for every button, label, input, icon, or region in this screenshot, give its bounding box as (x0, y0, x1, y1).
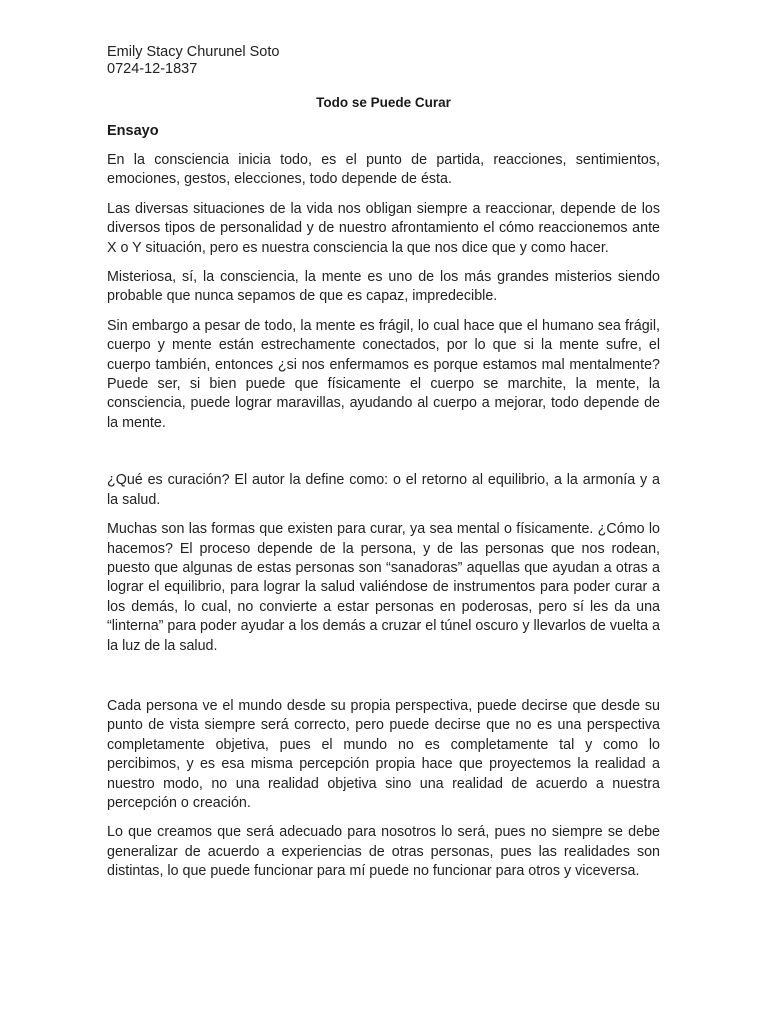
blank-line (107, 656, 660, 687)
document-title: Todo se Puede Curar (316, 95, 451, 110)
paragraph-6: Muchas son las formas que existen para curar, ya sea mental o físicamente. ¿Cómo lo hacemos? El proceso depende de la persona, y de las personas que nos rodean, puesto que algunas de estas personas son “sanadoras” aquellas que ayudan a otras a lograr el equilibrio, para lograr la salud valiéndose de instrumentos para poder curar a los demás, lo cual, no convierte a estar personas en poderosas, pero sí les da una “linterna” para poder ayudar a los demás a cruzar el túnel oscuro y llevarlos de vuelta a la luz de la salud. (107, 521, 660, 654)
paragraph-1: En la consciencia inicia todo, es el punto de partida, reacciones, sentimientos, emociones, gestos, elecciones, todo depende de ésta. (107, 152, 660, 188)
blank-line (107, 433, 660, 461)
paragraph-5: ¿Qué es curación? El autor la define como: o el retorno al equilibrio, a la armonía y a la salud. (107, 472, 660, 508)
document-body (107, 44, 660, 882)
paragraph-3: Misteriosa, sí, la consciencia, la mente es uno de los más grandes misterios siendo probable que nunca sepamos de que es capaz, impredecible. (107, 269, 660, 305)
paragraph-7: Cada persona ve el mundo desde su propia perspectiva, puede decirse que desde su punto de vista siempre será correcto, pero puede decirse que no es una perspectiva completamente objetiva, pues el mundo no es completamente tal y como lo percibimos, y es esa misma percepción propia hace que proyectemos la realidad a nuestro modo, no una realidad objetiva sino una realidad de acuerdo a nuestra percepción o creación. (107, 697, 660, 811)
section-label: Ensayo (107, 123, 159, 139)
paragraph-4: Sin embargo a pesar de todo, la mente es frágil, lo cual hace que el humano sea frágil, cuerpo y mente están estrechamente conectados, por lo que si la mente sufre, el cuerpo también, entonces ¿si nos enfermamos es porque estamos mal mentalmente? Puede ser, si bien puede que físicamente el cuerpo se marchite, la mente, la consciencia, puede lograr maravillas, ayudando al cuerpo a mejorar, todo depende de la mente. (107, 317, 660, 431)
student-id: 0724-12-1837 (107, 61, 198, 77)
paragraph-8: Lo que creamos que será adecuado para nosotros lo será, pues no siempre se debe generalizar de acuerdo a experiencias de otras personas, pues las realidades son distintas, lo que puede funcionar para mí puede no funcionar para otros y viceversa. (107, 824, 660, 880)
paragraph-2: Las diversas situaciones de la vida nos obligan siempre a reaccionar, depende de los diversos tipos de personalidad y de nuestro afrontamiento el cómo reaccionemos ante X o Y situación, pero es nuestra consciencia la que nos dice que y como hacer. (107, 200, 660, 256)
author-name: Emily Stacy Churunel Soto (107, 44, 280, 60)
